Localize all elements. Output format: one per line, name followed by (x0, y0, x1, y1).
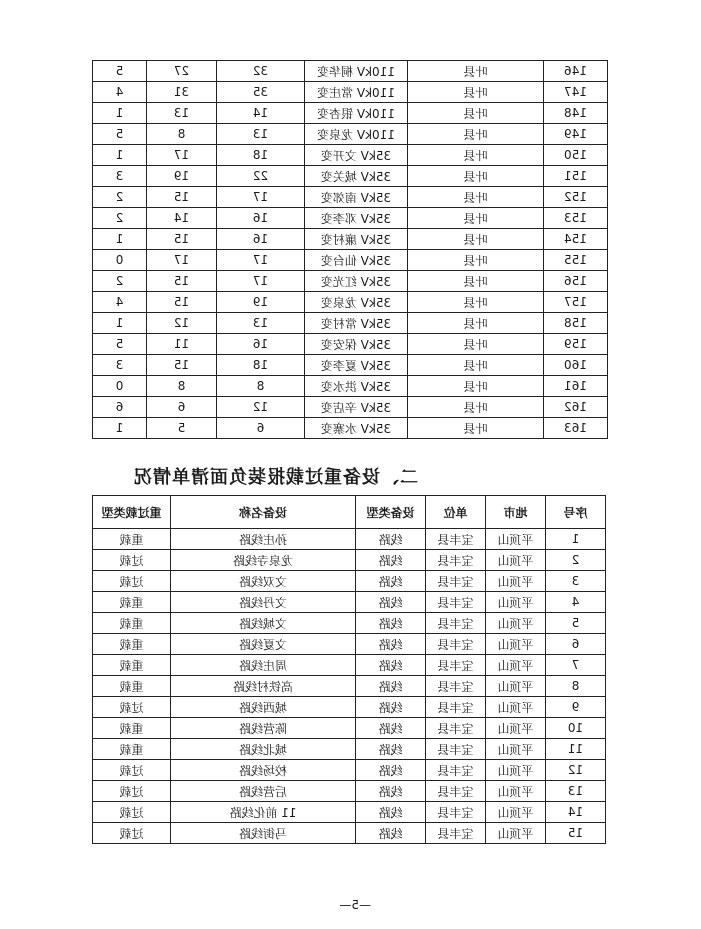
cell-no: 157 (544, 292, 608, 313)
cell-city: 平顶山 (486, 676, 546, 697)
table-row (93, 529, 606, 550)
cell-c1: 18 (217, 355, 305, 376)
cell-county: 叶县 (408, 187, 544, 208)
cell-c3: 1 (93, 418, 147, 439)
cell-county: 叶县 (408, 82, 544, 103)
cell-c2: 12 (147, 313, 217, 334)
cell-c1: 16 (217, 208, 305, 229)
cell-c3: 5 (93, 124, 147, 145)
cell-substation: 35kV 辛店变 (305, 397, 408, 418)
cell-no: 15 (546, 823, 606, 844)
cell-c3: 6 (93, 397, 147, 418)
cell-c2: 15 (147, 292, 217, 313)
cell-county: 叶县 (408, 418, 544, 439)
table-row (93, 124, 608, 145)
cell-equip-type: 线路 (356, 802, 426, 823)
overload-table-body (93, 529, 606, 844)
cell-c2: 11 (147, 334, 217, 355)
cell-no: 146 (544, 61, 608, 82)
cell-c3: 2 (93, 208, 147, 229)
table-row (93, 145, 608, 166)
cell-c2: 15 (147, 229, 217, 250)
cell-county: 叶县 (408, 61, 544, 82)
cell-city: 平顶山 (486, 571, 546, 592)
cell-equip-name: 文城线路 (171, 613, 356, 634)
cell-no: 11 (546, 739, 606, 760)
cell-equip-name: 马街线路 (171, 823, 356, 844)
cell-equip-name: 孙庄线路 (171, 529, 356, 550)
cell-unit: 宝丰县 (426, 781, 486, 802)
header-city: 地市 (486, 496, 546, 529)
table-row (93, 802, 606, 823)
cell-unit: 宝丰县 (426, 676, 486, 697)
cell-no: 1 (546, 529, 606, 550)
cell-equip-type: 线路 (356, 634, 426, 655)
cell-unit: 宝丰县 (426, 823, 486, 844)
section-title: 二、设备重过载报装负面清单情况 (133, 467, 418, 488)
cell-overload-type: 重载 (93, 676, 171, 697)
cell-no: 161 (544, 376, 608, 397)
cell-county: 叶县 (408, 292, 544, 313)
cell-overload-type: 过载 (93, 760, 171, 781)
table-row (93, 292, 608, 313)
table-row (93, 634, 606, 655)
cell-c1: 17 (217, 250, 305, 271)
cell-no: 3 (546, 571, 606, 592)
table-row (93, 334, 608, 355)
cell-equip-type: 线路 (356, 676, 426, 697)
substation-interval-table (92, 60, 608, 439)
cell-equip-type: 线路 (356, 550, 426, 571)
cell-equip-name: 校场线路 (171, 760, 356, 781)
table-row (93, 613, 606, 634)
cell-c2: 15 (147, 271, 217, 292)
cell-substation: 35kV 保安变 (305, 334, 408, 355)
cell-overload-type: 过载 (93, 697, 171, 718)
cell-c1: 16 (217, 334, 305, 355)
cell-unit: 宝丰县 (426, 697, 486, 718)
cell-overload-type: 重载 (93, 592, 171, 613)
cell-c1: 22 (217, 166, 305, 187)
cell-c1: 19 (217, 292, 305, 313)
cell-county: 叶县 (408, 229, 544, 250)
table-row (93, 592, 606, 613)
cell-no: 159 (544, 334, 608, 355)
cell-unit: 宝丰县 (426, 655, 486, 676)
cell-overload-type: 重载 (93, 529, 171, 550)
cell-c1: 35 (217, 82, 305, 103)
cell-county: 叶县 (408, 250, 544, 271)
table-header-row (93, 496, 606, 529)
table-row (93, 571, 606, 592)
cell-equip-name: 龙泉寺线路 (171, 550, 356, 571)
cell-substation: 35kV 红光变 (305, 271, 408, 292)
cell-c1: 17 (217, 271, 305, 292)
cell-no: 13 (546, 781, 606, 802)
cell-no: 12 (546, 760, 606, 781)
cell-unit: 宝丰县 (426, 718, 486, 739)
cell-no: 8 (546, 676, 606, 697)
cell-substation: 110kV 龙泉变 (305, 124, 408, 145)
header-overload-type: 重过载类型 (93, 496, 171, 529)
cell-c2: 17 (147, 145, 217, 166)
cell-city: 平顶山 (486, 760, 546, 781)
cell-no: 162 (544, 397, 608, 418)
cell-equip-type: 线路 (356, 760, 426, 781)
cell-no: 151 (544, 166, 608, 187)
cell-equip-type: 线路 (356, 529, 426, 550)
cell-c1: 8 (217, 376, 305, 397)
cell-unit: 宝丰县 (426, 634, 486, 655)
cell-equip-type: 线路 (356, 781, 426, 802)
cell-c3: 3 (93, 166, 147, 187)
table-row (93, 823, 606, 844)
cell-no: 154 (544, 229, 608, 250)
table-row (93, 187, 608, 208)
cell-equip-type: 线路 (356, 823, 426, 844)
cell-c2: 8 (147, 376, 217, 397)
cell-c1: 17 (217, 187, 305, 208)
cell-equip-name: 文丹线路 (171, 592, 356, 613)
cell-overload-type: 重载 (93, 634, 171, 655)
cell-equip-name: 高铁村线路 (171, 676, 356, 697)
cell-county: 叶县 (408, 376, 544, 397)
cell-c3: 3 (93, 355, 147, 376)
cell-no: 153 (544, 208, 608, 229)
cell-substation: 35kV 洪水变 (305, 376, 408, 397)
cell-county: 叶县 (408, 271, 544, 292)
cell-c2: 19 (147, 166, 217, 187)
cell-no: 149 (544, 124, 608, 145)
table-row (93, 61, 608, 82)
overload-negative-list-table (92, 495, 606, 844)
cell-c2: 15 (147, 187, 217, 208)
cell-county: 叶县 (408, 313, 544, 334)
cell-unit: 宝丰县 (426, 529, 486, 550)
cell-c2: 15 (147, 355, 217, 376)
table-row (93, 781, 606, 802)
cell-equip-name: 文双线路 (171, 571, 356, 592)
header-equip-type: 设备类型 (356, 496, 426, 529)
cell-c3: 2 (93, 271, 147, 292)
cell-city: 平顶山 (486, 697, 546, 718)
cell-city: 平顶山 (486, 529, 546, 550)
cell-c3: 1 (93, 313, 147, 334)
cell-unit: 宝丰县 (426, 571, 486, 592)
table-row (93, 376, 608, 397)
cell-c2: 14 (147, 208, 217, 229)
cell-overload-type: 重载 (93, 739, 171, 760)
cell-c3: 5 (93, 334, 147, 355)
cell-city: 平顶山 (486, 550, 546, 571)
cell-substation: 35kV 南郊变 (305, 187, 408, 208)
cell-no: 5 (546, 613, 606, 634)
cell-overload-type: 过载 (93, 802, 171, 823)
cell-equip-name: 11 前化线路 (171, 802, 356, 823)
cell-city: 平顶山 (486, 655, 546, 676)
cell-no: 2 (546, 550, 606, 571)
cell-unit: 宝丰县 (426, 739, 486, 760)
cell-equip-type: 线路 (356, 613, 426, 634)
cell-c3: 0 (93, 250, 147, 271)
cell-no: 147 (544, 82, 608, 103)
cell-no: 6 (546, 634, 606, 655)
cell-equip-name: 文夏线路 (171, 634, 356, 655)
header-equip-name: 设备名称 (171, 496, 356, 529)
cell-equip-type: 线路 (356, 697, 426, 718)
table-row (93, 676, 606, 697)
cell-no: 152 (544, 187, 608, 208)
cell-no: 10 (546, 718, 606, 739)
table-row (93, 718, 606, 739)
cell-no: 160 (544, 355, 608, 376)
cell-unit: 宝丰县 (426, 550, 486, 571)
cell-city: 平顶山 (486, 823, 546, 844)
table-row (93, 271, 608, 292)
cell-city: 平顶山 (486, 739, 546, 760)
cell-c3: 1 (93, 103, 147, 124)
cell-no: 4 (546, 592, 606, 613)
cell-c2: 6 (147, 397, 217, 418)
table-row (93, 208, 608, 229)
cell-no: 163 (544, 418, 608, 439)
cell-c2: 17 (147, 250, 217, 271)
table-row (93, 250, 608, 271)
cell-equip-type: 线路 (356, 739, 426, 760)
cell-substation: 35kV 邓李变 (305, 208, 408, 229)
cell-no: 150 (544, 145, 608, 166)
cell-c3: 4 (93, 292, 147, 313)
cell-overload-type: 重载 (93, 718, 171, 739)
cell-no: 158 (544, 313, 608, 334)
cell-no: 9 (546, 697, 606, 718)
cell-c1: 13 (217, 124, 305, 145)
cell-county: 叶县 (408, 145, 544, 166)
cell-equip-name: 周庄线路 (171, 655, 356, 676)
table-row (93, 760, 606, 781)
cell-overload-type: 过载 (93, 550, 171, 571)
cell-overload-type: 过载 (93, 823, 171, 844)
cell-c1: 16 (217, 229, 305, 250)
cell-c3: 1 (93, 229, 147, 250)
cell-substation: 35kV 夏李变 (305, 355, 408, 376)
cell-county: 叶县 (408, 103, 544, 124)
cell-county: 叶县 (408, 208, 544, 229)
cell-no: 148 (544, 103, 608, 124)
substation-table-body (93, 61, 608, 439)
cell-substation: 35kV 龙泉变 (305, 292, 408, 313)
cell-unit: 宝丰县 (426, 802, 486, 823)
cell-substation: 110kV 银杏变 (305, 103, 408, 124)
cell-equip-type: 线路 (356, 718, 426, 739)
cell-county: 叶县 (408, 334, 544, 355)
cell-c2: 5 (147, 418, 217, 439)
table-row (93, 82, 608, 103)
cell-c3: 2 (93, 187, 147, 208)
cell-county: 叶县 (408, 355, 544, 376)
cell-city: 平顶山 (486, 634, 546, 655)
cell-c2: 31 (147, 82, 217, 103)
cell-substation: 35kV 城关变 (305, 166, 408, 187)
cell-substation: 110kV 常庄变 (305, 82, 408, 103)
cell-c1: 18 (217, 145, 305, 166)
table-row (93, 418, 608, 439)
cell-overload-type: 过载 (93, 571, 171, 592)
table-row (93, 697, 606, 718)
cell-substation: 35kV 文开变 (305, 145, 408, 166)
cell-overload-type: 重载 (93, 655, 171, 676)
table-row (93, 397, 608, 418)
cell-city: 平顶山 (486, 592, 546, 613)
cell-c3: 5 (93, 61, 147, 82)
cell-city: 平顶山 (486, 718, 546, 739)
cell-equip-name: 城西线路 (171, 697, 356, 718)
cell-no: 14 (546, 802, 606, 823)
header-no: 序号 (546, 496, 606, 529)
table-row (93, 550, 606, 571)
cell-equip-name: 后营线路 (171, 781, 356, 802)
cell-no: 7 (546, 655, 606, 676)
page-number: —5— (339, 898, 371, 912)
cell-c3: 1 (93, 145, 147, 166)
cell-county: 叶县 (408, 124, 544, 145)
table-row (93, 739, 606, 760)
cell-c3: 0 (93, 376, 147, 397)
cell-c1: 13 (217, 313, 305, 334)
table-row (93, 229, 608, 250)
table-row (93, 355, 608, 376)
cell-equip-name: 陈营线路 (171, 718, 356, 739)
table-row (93, 313, 608, 334)
cell-unit: 宝丰县 (426, 592, 486, 613)
table-row (93, 166, 608, 187)
cell-c2: 27 (147, 61, 217, 82)
cell-c1: 12 (217, 397, 305, 418)
cell-substation: 110kV 桐华变 (305, 61, 408, 82)
cell-substation: 35kV 廉村变 (305, 229, 408, 250)
cell-city: 平顶山 (486, 802, 546, 823)
cell-equip-type: 线路 (356, 571, 426, 592)
cell-county: 叶县 (408, 166, 544, 187)
cell-substation: 35kV 仙台变 (305, 250, 408, 271)
cell-no: 156 (544, 271, 608, 292)
cell-unit: 宝丰县 (426, 613, 486, 634)
cell-no: 155 (544, 250, 608, 271)
cell-c1: 32 (217, 61, 305, 82)
cell-substation: 35kV 常村变 (305, 313, 408, 334)
cell-c2: 13 (147, 103, 217, 124)
cell-c1: 14 (217, 103, 305, 124)
cell-overload-type: 重载 (93, 613, 171, 634)
table-row (93, 655, 606, 676)
cell-county: 叶县 (408, 397, 544, 418)
cell-city: 平顶山 (486, 613, 546, 634)
cell-equip-name: 城北线路 (171, 739, 356, 760)
cell-city: 平顶山 (486, 781, 546, 802)
cell-unit: 宝丰县 (426, 760, 486, 781)
cell-c3: 4 (93, 82, 147, 103)
cell-equip-type: 线路 (356, 592, 426, 613)
header-unit: 单位 (426, 496, 486, 529)
table-row (93, 103, 608, 124)
cell-c1: 6 (217, 418, 305, 439)
cell-substation: 35kV 水寨变 (305, 418, 408, 439)
cell-c2: 8 (147, 124, 217, 145)
cell-overload-type: 过载 (93, 781, 171, 802)
cell-equip-type: 线路 (356, 655, 426, 676)
